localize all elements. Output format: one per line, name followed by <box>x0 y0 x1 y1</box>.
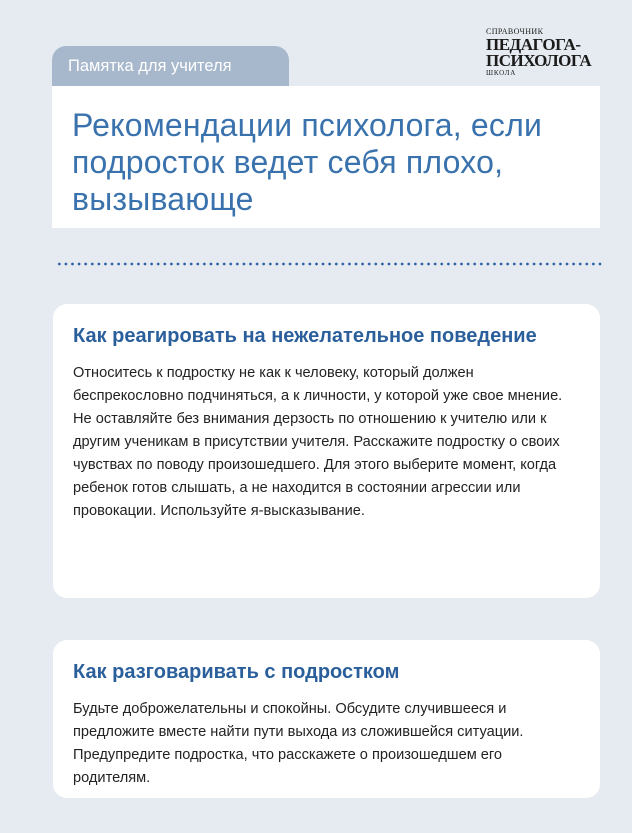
logo-line-2: ПСИХОЛОГА <box>486 51 592 70</box>
publication-logo <box>486 27 606 83</box>
section-heading: Как разговаривать с подростком <box>73 661 400 683</box>
section-paragraph: Относитесь к подростку не как к человеку, который должен беспрекословно подчиняться, а к личности, у которой уже свое мнение. <box>73 365 563 404</box>
logo-top-line: СПРАВОЧНИК <box>486 27 544 36</box>
section-heading: Как реагировать на нежелательное поведение <box>73 325 537 347</box>
section-card-1 <box>53 304 600 598</box>
dotted-divider <box>56 262 602 266</box>
section-card-2 <box>53 640 600 798</box>
section-paragraph: Не оставляйте без внимания дерзость по отношению к учителю или к другим ученикам в присутствии учителя. Расскажите подростку о своих чувствах по поводу произошедшего. Для этого выберите момент, когда ребенок готов слышать, а не находится в состоянии агрессии или провокации. Используйте я-высказывание. <box>73 411 560 519</box>
title-card <box>52 86 600 228</box>
logo-line-1: ПЕДАГОГА- <box>486 35 581 54</box>
page-title: Рекомендации психолога, если подросток ведет себя плохо, вызывающе <box>72 107 543 217</box>
logo-bottom-line: ШКОЛА <box>486 69 517 77</box>
section-paragraph: Будьте доброжелательны и спокойны. Обсудите случившееся и предложите вместе найти пути выхода из сложившейся ситуации. Предупредите подростка, что расскажете о произошедшем его родителям. <box>73 701 524 786</box>
memo-tag: Памятка для учителя <box>52 46 289 86</box>
